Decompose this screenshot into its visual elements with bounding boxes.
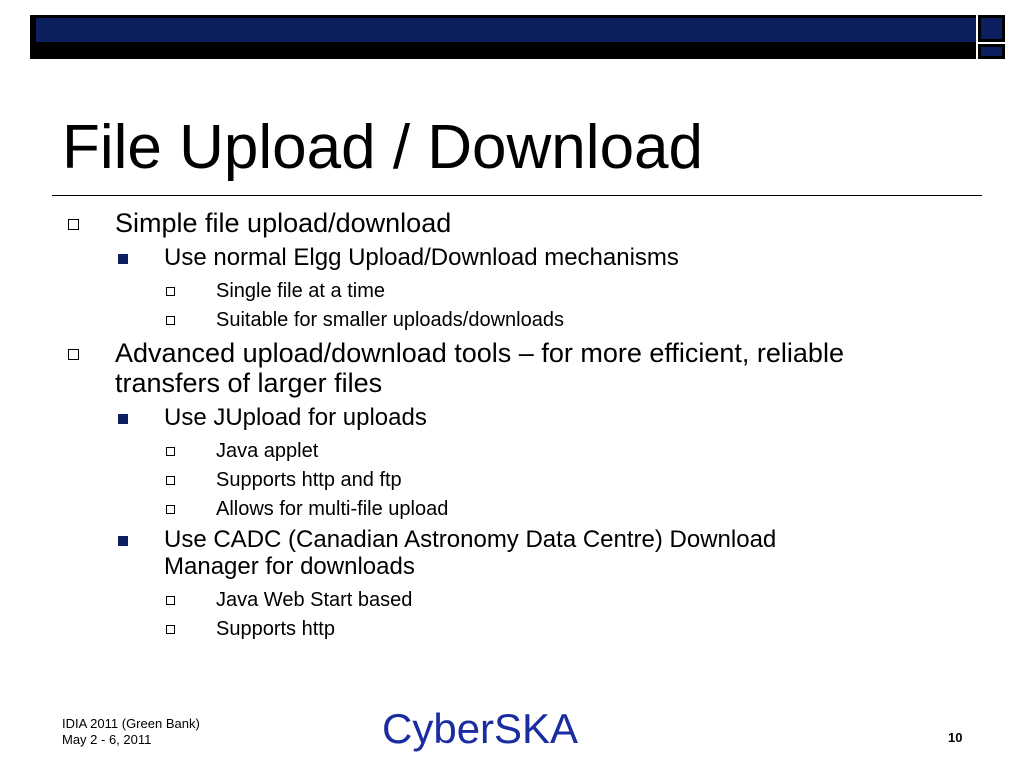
slide-title: File Upload / Download [62, 113, 704, 182]
solid-square-bullet-icon [118, 536, 128, 546]
solid-square-bullet-icon [118, 414, 128, 424]
footer-event-info [62, 716, 200, 748]
hollow-square-bullet-icon [166, 596, 175, 605]
header-corner-square [978, 15, 1005, 42]
hollow-square-bullet-icon [68, 219, 79, 230]
hollow-square-bullet-icon [166, 287, 175, 296]
hollow-square-bullet-icon [166, 316, 175, 325]
sub-sub-bullet: Java Web Start based [216, 589, 413, 611]
sub-sub-bullet: Supports http [216, 618, 335, 640]
hollow-square-bullet-icon [166, 476, 175, 485]
header-bar-fill [36, 18, 976, 42]
sub-bullet-cadc: Use CADC (Canadian Astronomy Data Centre) Download [164, 526, 777, 553]
bullet-advanced-tools-cont: transfers of larger files [115, 368, 383, 398]
title-divider [52, 195, 982, 196]
bullet-advanced-tools: Advanced upload/download tools – for more efficient, reliable [115, 338, 844, 368]
sub-bullet-elgg: Use normal Elgg Upload/Download mechanisms [164, 244, 679, 271]
page-number: 10 [948, 730, 963, 745]
hollow-square-bullet-icon [166, 505, 175, 514]
sub-bullet-jupload: Use JUpload for uploads [164, 404, 427, 431]
footer-dates: May 2 - 6, 2011 [62, 732, 152, 747]
hollow-square-bullet-icon [166, 447, 175, 456]
footer-event: IDIA 2011 (Green Bank) [62, 716, 200, 731]
solid-square-bullet-icon [118, 254, 128, 264]
sub-sub-bullet: Suitable for smaller uploads/downloads [216, 309, 564, 331]
sub-sub-bullet: Supports http and ftp [216, 469, 402, 491]
hollow-square-bullet-icon [68, 349, 79, 360]
sub-bullet-cadc-cont: Manager for downloads [164, 553, 415, 580]
footer-brand: CyberSKA [382, 705, 579, 752]
sub-sub-bullet: Allows for multi-file upload [216, 498, 449, 520]
sub-sub-bullet: Single file at a time [216, 280, 385, 302]
hollow-square-bullet-icon [166, 625, 175, 634]
sub-sub-bullet: Java applet [216, 440, 319, 462]
header-corner-square-lower [978, 44, 1005, 59]
bullet-simple-upload: Simple file upload/download [115, 208, 452, 238]
